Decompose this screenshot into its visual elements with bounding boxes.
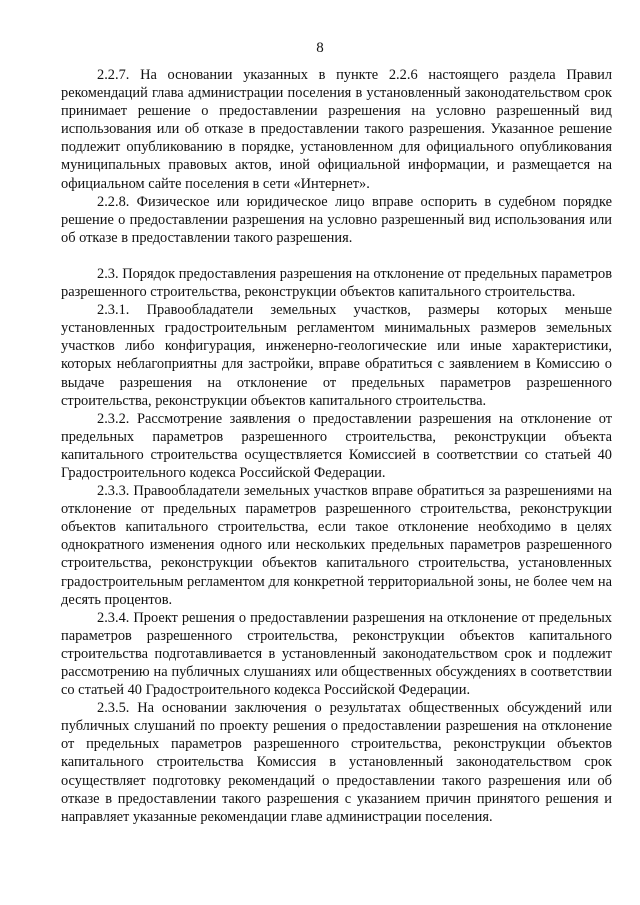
- paragraph-2-3-4: 2.3.4. Проект решения о предоставлении разрешения на отклонение от предельных параметров разрешенного строительства, реконструкции объектов капитального строительства подготавливается в установленный законодательством срок и подлежит рассмотрению на публичных слушаниях или общественных обсуждениях в соответствии со статьей 40 Градостроительного кодекса Российской Федерации.: [61, 609, 612, 699]
- paragraph-2-2-8: 2.2.8. Физическое или юридическое лицо вправе оспорить в судебном порядке решение о предоставлении разрешения на условно разрешенный вид использования или об отказе в предоставлении такого разрешения.: [61, 193, 612, 246]
- paragraph-2-3-5: 2.3.5. На основании заключения о результатах общественных обсуждений или публичных слушаний по проекту решения о предоставлении разрешения на отклонение от предельных параметров разрешенного строительства, реконструкции объектов капитального строительства Комиссия в установленный законодательством срок осуществляет подготовку рекомендаций о предоставлении такого разрешения или об отказе в предоставлении такого разрешения с указанием причин принятого решения и направляет указанные рекомендации главе администрации поселения.: [61, 700, 612, 825]
- paragraph-2-3-1: 2.3.1. Правообладатели земельных участков, размеры которых меньше установленных градостроительным регламентом минимальных размеров земельных участков либо конфигурация, инженерно-геологические или иные характеристики, которых неблагоприятны для застройки, вправе обратиться с заявлением в Комиссию о выдаче разрешения на отклонение от предельных параметров разрешенного строительства, реконструкции объектов капитального строительства.: [61, 302, 612, 409]
- paragraph-2-3-3: 2.3.3. Правообладатели земельных участков вправе обратиться за разрешениями на отклонение от предельных параметров разрешенного строительства, реконструкции объектов капитального строительства, если такое отклонение необходимо в целях однократного изменения одного или нескольких предельных параметров разрешенного строительства, реконструкции объектов капитального строительства, установленных градостроительным регламентом для конкретной территориальной зоны, не более чем на десять процентов.: [61, 483, 612, 608]
- paragraph-2-2-7: 2.2.7. На основании указанных в пункте 2.2.6 настоящего раздела Правил рекомендаций глава администрации поселения в установленный законодательством срок принимает решение о предоставлении разрешения на условно разрешенный вид использования или об отказе в предоставлении такого разрешения. Указанное решение подлежит опубликованию в порядке, установленном для официального опубликования муниципальных правовых актов, иной официальной информации, и размещается на официальном сайте поселения в сети «Интернет».: [61, 67, 612, 192]
- page-number: 8: [316, 40, 324, 56]
- paragraph-2-3-2: 2.3.2. Рассмотрение заявления о предоставлении разрешения на отклонение от предельных параметров разрешенного строительства, реконструкции объекта капитального строительства осуществляется Комиссией в соответствии со статьей 40 Градостроительного кодекса Российской Федерации.: [61, 410, 612, 481]
- paragraph-2-3-heading: 2.3. Порядок предоставления разрешения на отклонение от предельных параметров разрешенного строительства, реконструкции объектов капитального строительства.: [61, 265, 612, 301]
- section-gap: [61, 247, 612, 265]
- document-body: [61, 66, 612, 826]
